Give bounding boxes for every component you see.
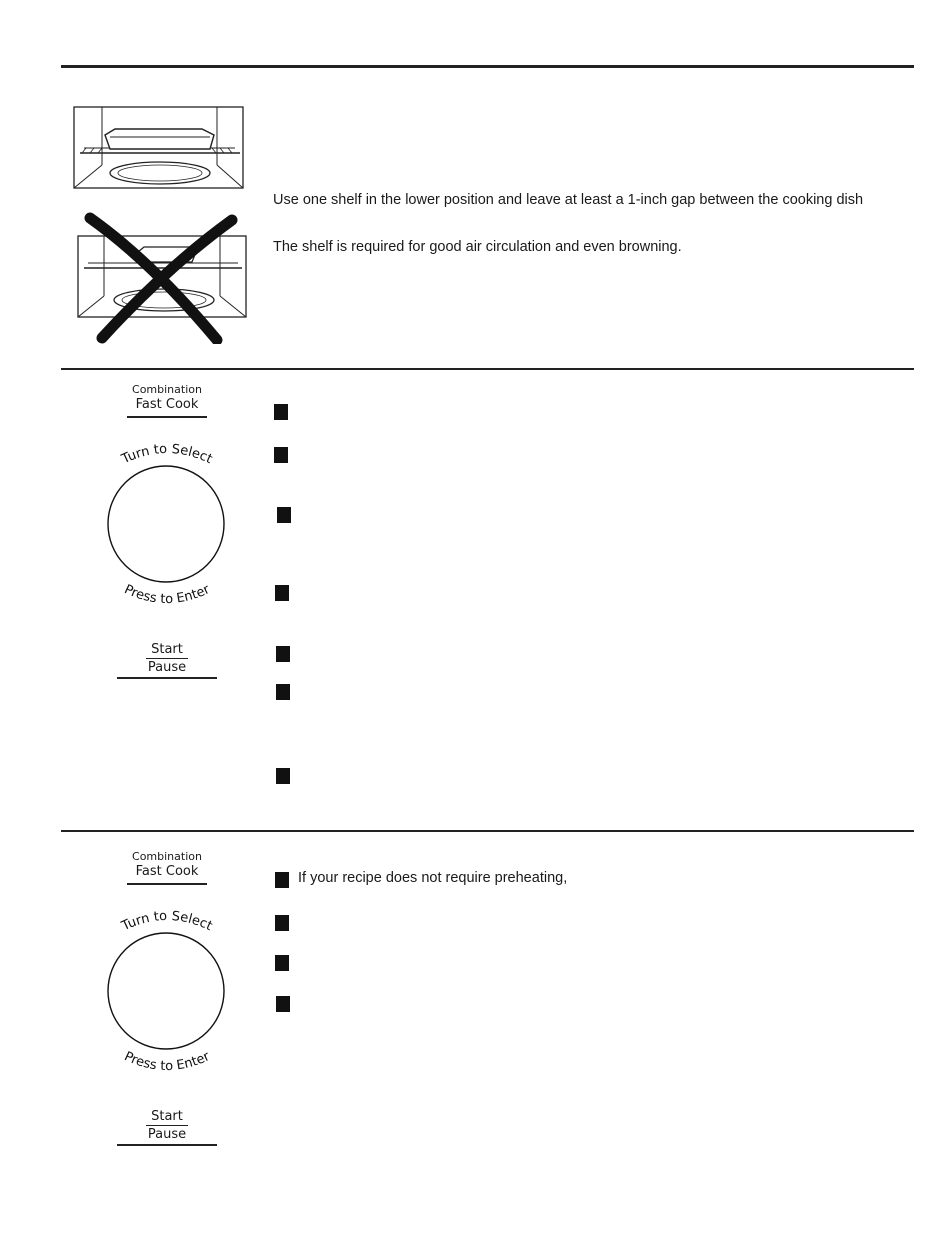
step-bullet	[275, 585, 289, 601]
section-divider-middle	[61, 368, 914, 370]
section-divider-top	[61, 65, 914, 68]
fast-cook-underline	[127, 883, 207, 885]
fast-cook-label: Fast Cook	[135, 864, 199, 879]
dial-knob	[108, 933, 224, 1049]
dial-bottom-label: Press to Enter	[121, 1049, 213, 1075]
combination-label: Combination	[132, 850, 202, 863]
pause-label: Pause	[147, 1127, 187, 1142]
fast-cook-label: Fast Cook	[135, 397, 199, 412]
dial-bottom-label: Press to Enter	[121, 582, 213, 608]
step-bullet	[276, 684, 290, 700]
step-bullet	[276, 996, 290, 1012]
preheat-note: If your recipe does not require preheating,	[298, 870, 568, 886]
pause-label: Pause	[147, 660, 187, 675]
dial-top-label: Turn to Select	[119, 441, 215, 468]
start-pause-underline	[117, 677, 217, 679]
step-bullet	[277, 507, 291, 523]
step-bullet	[275, 915, 289, 931]
start-pause-divider	[146, 1125, 188, 1126]
select-dial	[102, 432, 232, 622]
shelf-instruction-2: The shelf is required for good air circulation and even browning.	[273, 239, 682, 255]
start-label: Start	[151, 1109, 183, 1124]
step-bullet	[276, 768, 290, 784]
step-bullet	[274, 447, 288, 463]
step-bullet	[275, 955, 289, 971]
step-bullet	[274, 404, 288, 420]
section-divider-bottom	[61, 830, 914, 832]
fast-cook-underline	[127, 416, 207, 418]
start-pause-divider	[146, 658, 188, 659]
dial-knob	[108, 466, 224, 582]
start-pause-underline	[117, 1144, 217, 1146]
incorrect-shelf-illustration	[72, 212, 250, 344]
step-bullet	[276, 646, 290, 662]
step-bullet	[275, 872, 289, 888]
dial-top-label: Turn to Select	[119, 908, 215, 935]
combination-label: Combination	[132, 383, 202, 396]
select-dial	[102, 899, 232, 1089]
shelf-instruction-1: Use one shelf in the lower position and leave at least a 1-inch gap between the cooking dish	[273, 192, 864, 208]
correct-shelf-illustration	[72, 105, 247, 192]
start-label: Start	[151, 642, 183, 657]
